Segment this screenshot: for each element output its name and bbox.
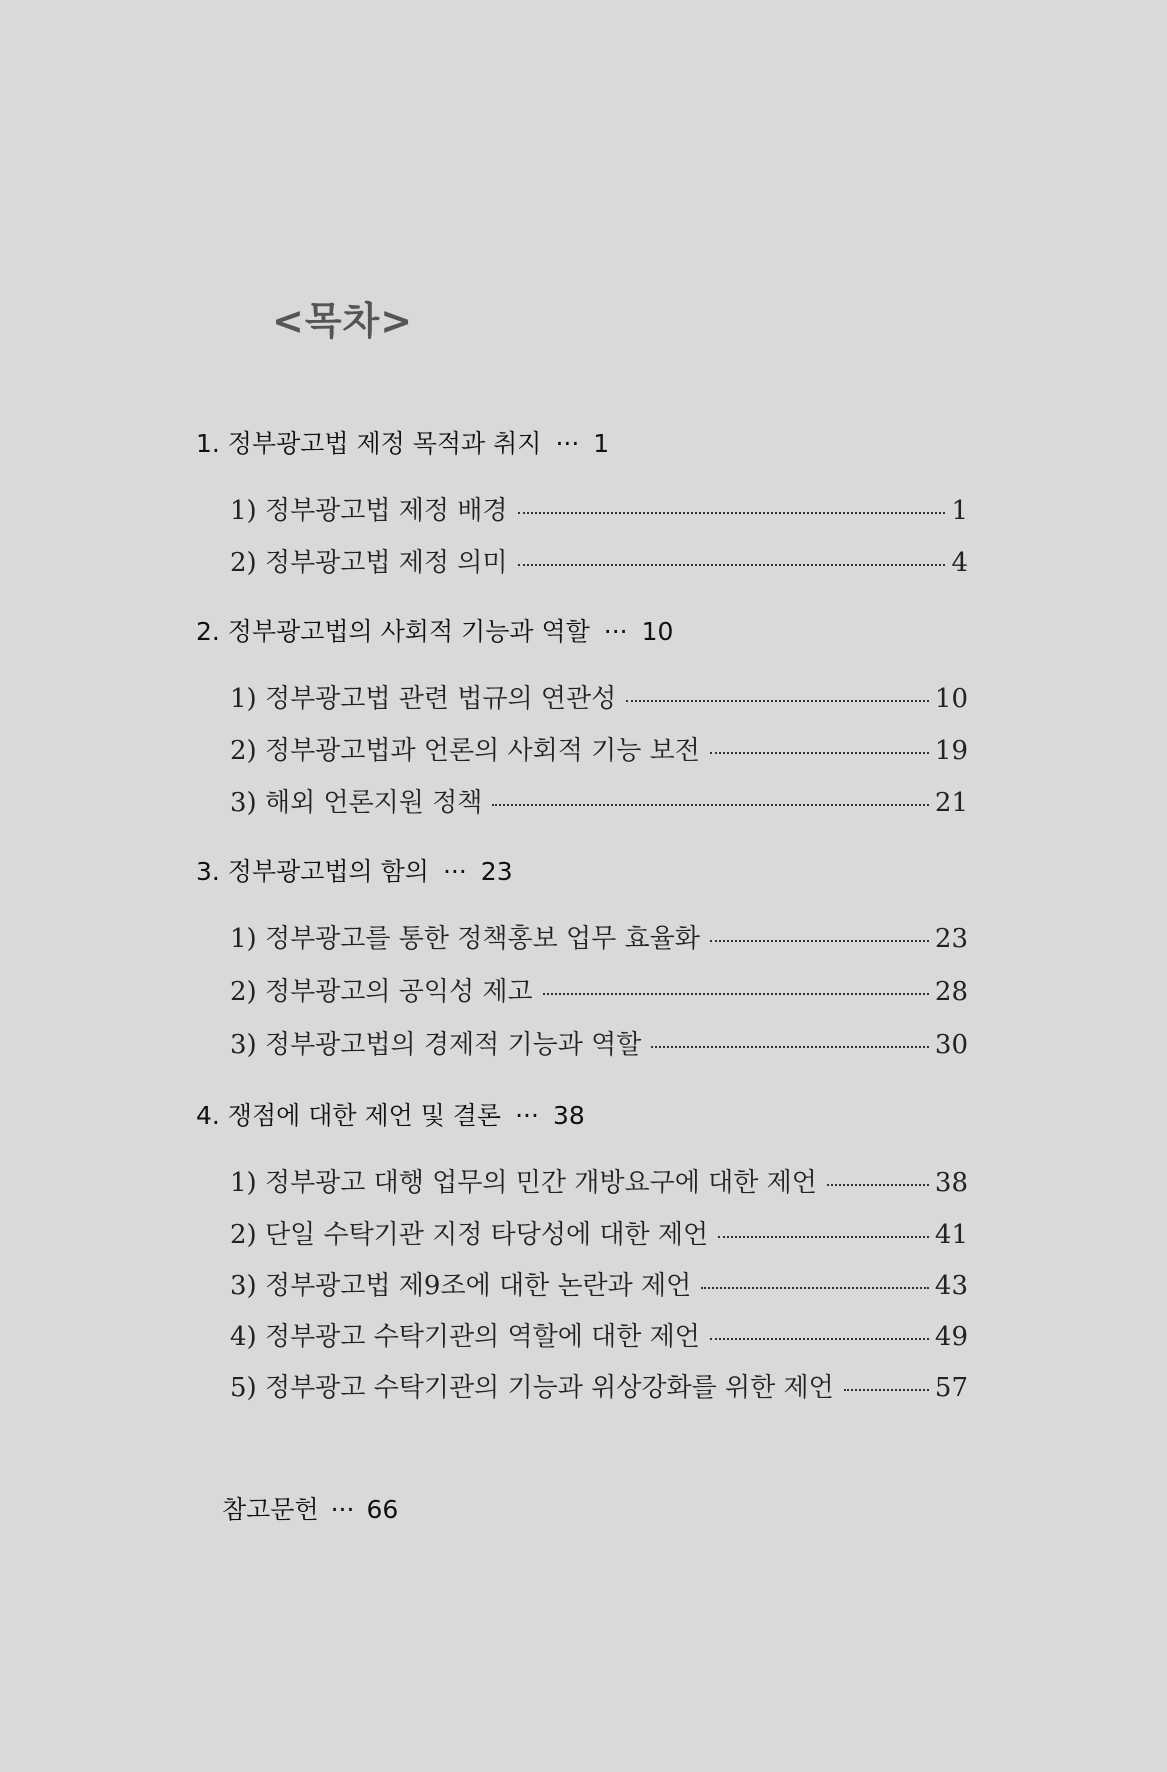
ellipsis: ··· xyxy=(603,617,628,646)
entry-page-number: 21 xyxy=(934,788,968,818)
entry-label: 5) 정부광고 수탁기관의 기능과 위상강화를 위한 제언 xyxy=(230,1373,834,1403)
entry-page-number: 41 xyxy=(934,1220,968,1250)
toc-entry-2-1[interactable] xyxy=(230,678,968,715)
entry-label: 1) 정부광고법 제정 배경 xyxy=(230,496,508,526)
entry-page-number: 49 xyxy=(934,1322,968,1352)
entry-label: 3) 정부광고법 제9조에 대한 논란과 제언 xyxy=(230,1271,692,1301)
entry-page-number: 19 xyxy=(934,736,968,766)
entry-label: 2) 정부광고법 제정 의미 xyxy=(230,548,508,578)
entry-label: 1) 정부광고 대행 업무의 민간 개방요구에 대한 제언 xyxy=(230,1168,817,1198)
dot-leader xyxy=(492,804,928,806)
dot-leader xyxy=(543,993,929,995)
entry-page-number: 38 xyxy=(934,1168,968,1198)
toc-entry-3-3[interactable] xyxy=(230,1024,968,1061)
ellipsis: ··· xyxy=(555,429,580,458)
dot-leader xyxy=(827,1184,929,1186)
entry-label: 4) 정부광고 수탁기관의 역할에 대한 제언 xyxy=(230,1322,700,1352)
entry-page-number: 30 xyxy=(934,1030,968,1060)
toc-entry-4-2[interactable] xyxy=(230,1214,968,1251)
entry-page-number: 1 xyxy=(951,496,968,526)
dot-leader xyxy=(518,564,946,566)
section-page-number: 1 xyxy=(593,429,610,458)
section-heading-text: 1. 정부광고법 제정 목적과 취지 xyxy=(196,429,542,458)
entry-label: 3) 정부광고법의 경제적 기능과 역할 xyxy=(230,1030,642,1060)
dot-leader xyxy=(518,512,946,514)
entry-page-number: 23 xyxy=(934,924,968,954)
entry-page-number: 43 xyxy=(934,1271,968,1301)
dot-leader xyxy=(710,1338,929,1340)
entry-page-number: 10 xyxy=(934,684,968,714)
dot-leader xyxy=(844,1389,929,1391)
entry-label: 2) 정부광고의 공익성 제고 xyxy=(230,977,533,1007)
toc-entry-2-2[interactable] xyxy=(230,730,968,767)
toc-entry-2-3[interactable] xyxy=(230,782,968,819)
toc-entry-4-3[interactable] xyxy=(230,1265,968,1302)
references-label: 참고문헌 xyxy=(222,1495,319,1524)
dot-leader xyxy=(651,1046,929,1048)
section-heading-2[interactable] xyxy=(196,612,673,648)
dot-leader xyxy=(626,700,929,702)
references-page-number: 66 xyxy=(366,1495,399,1524)
entry-label: 1) 정부광고법 관련 법규의 연관성 xyxy=(230,684,617,714)
dot-leader xyxy=(710,940,929,942)
references-entry[interactable] xyxy=(222,1490,398,1526)
toc-entry-4-4[interactable] xyxy=(230,1316,968,1353)
toc-title: <목차> xyxy=(272,299,414,343)
entry-label: 2) 정부광고법과 언론의 사회적 기능 보전 xyxy=(230,736,700,766)
entry-label: 3) 해외 언론지원 정책 xyxy=(230,788,483,818)
section-heading-1[interactable] xyxy=(196,424,609,460)
ellipsis: ··· xyxy=(330,1495,355,1524)
section-heading-text: 4. 쟁점에 대한 제언 및 결론 xyxy=(196,1101,502,1130)
section-page-number: 38 xyxy=(552,1101,585,1130)
toc-entry-4-5[interactable] xyxy=(230,1367,968,1404)
toc-entry-4-1[interactable] xyxy=(230,1162,968,1199)
dot-leader xyxy=(701,1287,929,1289)
entry-page-number: 28 xyxy=(934,977,968,1007)
section-heading-text: 3. 정부광고법의 함의 xyxy=(196,857,429,886)
toc-entry-1-2[interactable] xyxy=(230,542,968,579)
toc-entry-1-1[interactable] xyxy=(230,490,968,527)
dot-leader xyxy=(718,1236,929,1238)
entry-page-number: 57 xyxy=(934,1373,968,1403)
entry-label: 2) 단일 수탁기관 지정 타당성에 대한 제언 xyxy=(230,1220,709,1250)
toc-entry-3-2[interactable] xyxy=(230,971,968,1008)
ellipsis: ··· xyxy=(442,857,467,886)
section-page-number: 10 xyxy=(641,617,674,646)
entry-page-number: 4 xyxy=(951,548,968,578)
entry-label: 1) 정부광고를 통한 정책홍보 업무 효율화 xyxy=(230,924,700,954)
section-heading-3[interactable] xyxy=(196,852,513,888)
section-heading-text: 2. 정부광고법의 사회적 기능과 역할 xyxy=(196,617,590,646)
section-heading-4[interactable] xyxy=(196,1096,585,1132)
ellipsis: ··· xyxy=(515,1101,539,1130)
toc-entry-3-1[interactable] xyxy=(230,918,968,955)
section-page-number: 23 xyxy=(480,857,513,886)
dot-leader xyxy=(710,752,929,754)
